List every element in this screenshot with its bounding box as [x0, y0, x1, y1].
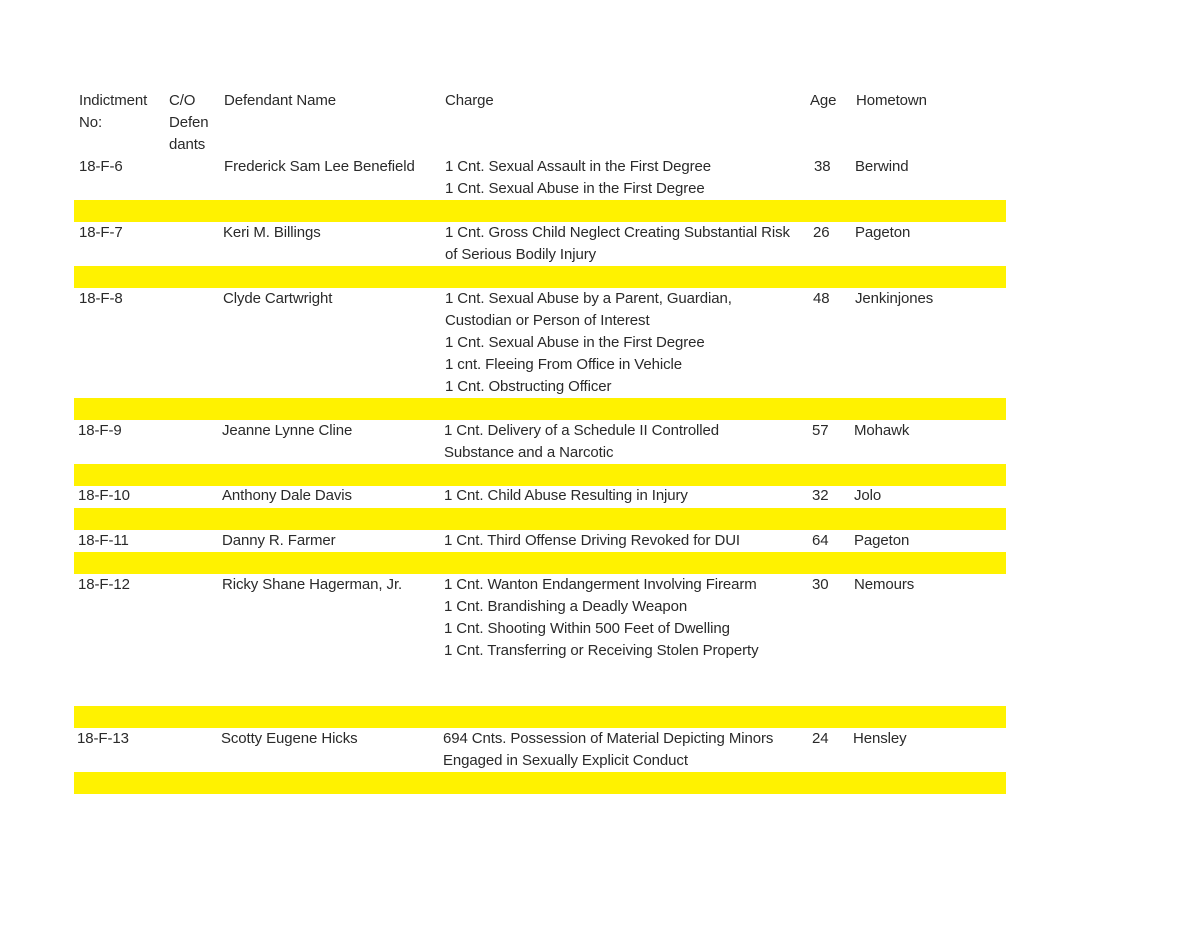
row-defendant-name: Clyde Cartwright — [223, 290, 333, 307]
charge-line: Substance and a Narcotic — [444, 444, 614, 461]
charge-line: 1 Cnt. Shooting Within 500 Feet of Dwelling — [444, 620, 730, 637]
header-co-defendants — [169, 90, 209, 156]
row-indictment: 18-F-11 — [78, 532, 129, 549]
row-age: 38 — [814, 158, 831, 175]
charge-line: 1 Cnt. Brandishing a Deadly Weapon — [444, 598, 688, 615]
header-charge: Charge — [445, 92, 494, 109]
row-charges — [444, 420, 719, 464]
row-hometown: Mohawk — [854, 422, 910, 439]
row-indictment: 18-F-6 — [79, 158, 123, 175]
row-charges — [444, 485, 688, 507]
row-age: 24 — [812, 730, 829, 747]
row-indictment: 18-F-12 — [78, 576, 130, 593]
row-separator-highlight — [74, 266, 1006, 288]
row-charges — [445, 288, 732, 398]
row-charges — [445, 156, 711, 200]
row-charges — [445, 222, 790, 266]
charge-line: 1 Cnt. Sexual Abuse in the First Degree — [445, 334, 705, 351]
row-age: 32 — [812, 487, 829, 504]
header-co-line1: C/O — [169, 92, 196, 109]
row-defendant-name: Jeanne Lynne Cline — [222, 422, 353, 439]
row-separator-highlight — [74, 508, 1006, 530]
row-indictment: 18-F-13 — [77, 730, 129, 747]
row-separator-highlight — [74, 772, 1006, 794]
charge-line: 1 Cnt. Third Offense Driving Revoked for DUI — [444, 532, 741, 549]
row-hometown: Nemours — [854, 576, 915, 593]
row-separator-highlight — [74, 464, 1006, 486]
row-defendant-name: Scotty Eugene Hicks — [221, 730, 358, 747]
row-defendant-name: Danny R. Farmer — [222, 532, 336, 549]
row-age: 30 — [812, 576, 829, 593]
row-hometown: Pageton — [854, 532, 910, 549]
row-defendant-name: Ricky Shane Hagerman, Jr. — [222, 576, 403, 593]
header-indictment-line1: Indictment — [79, 92, 148, 109]
charge-line: Engaged in Sexually Explicit Conduct — [443, 752, 688, 769]
charge-line: 694 Cnts. Possession of Material Depicting Minors — [443, 730, 774, 747]
row-age: 48 — [813, 290, 830, 307]
header-indictment-no — [79, 90, 147, 134]
charge-line: 1 cnt. Fleeing From Office in Vehicle — [445, 356, 682, 373]
row-defendant-name: Anthony Dale Davis — [222, 487, 352, 504]
row-separator-highlight — [74, 552, 1006, 574]
header-defendant-name: Defendant Name — [224, 92, 337, 109]
row-age: 57 — [812, 422, 829, 439]
header-indictment-line2: No: — [79, 114, 103, 131]
row-separator-highlight — [74, 398, 1006, 420]
charge-line: Custodian or Person of Interest — [445, 312, 650, 329]
row-charges — [444, 574, 759, 662]
charge-line: 1 Cnt. Obstructing Officer — [445, 378, 612, 395]
row-hometown: Berwind — [855, 158, 909, 175]
row-hometown: Pageton — [855, 224, 911, 241]
header-hometown: Hometown — [856, 92, 927, 109]
charge-line: 1 Cnt. Wanton Endangerment Involving Firearm — [444, 576, 757, 593]
charge-line: 1 Cnt. Sexual Abuse by a Parent, Guardian, — [445, 290, 732, 307]
row-indictment: 18-F-10 — [78, 487, 130, 504]
charge-line: 1 Cnt. Gross Child Neglect Creating Substantial Risk — [445, 224, 790, 241]
row-hometown: Hensley — [853, 730, 907, 747]
row-hometown: Jolo — [854, 487, 882, 504]
header-age: Age — [810, 92, 837, 109]
row-separator-highlight — [74, 706, 1006, 728]
charge-line: 1 Cnt. Sexual Abuse in the First Degree — [445, 180, 705, 197]
header-co-line2: Defen — [169, 114, 209, 131]
row-age: 26 — [813, 224, 830, 241]
row-defendant-name: Frederick Sam Lee Benefield — [224, 158, 415, 175]
row-separator-highlight — [74, 200, 1006, 222]
charge-line: 1 Cnt. Child Abuse Resulting in Injury — [444, 487, 688, 504]
row-charges — [444, 530, 740, 552]
row-charges — [443, 728, 773, 772]
row-indictment: 18-F-7 — [79, 224, 123, 241]
row-defendant-name: Keri M. Billings — [223, 224, 321, 241]
charge-line: 1 Cnt. Transferring or Receiving Stolen Property — [444, 642, 759, 659]
row-age: 64 — [812, 532, 829, 549]
row-hometown: Jenkinjones — [855, 290, 934, 307]
charge-line: of Serious Bodily Injury — [445, 246, 597, 263]
row-indictment: 18-F-8 — [79, 290, 123, 307]
header-co-line3: dants — [169, 136, 206, 153]
charge-line: 1 Cnt. Sexual Assault in the First Degree — [445, 158, 712, 175]
row-indictment: 18-F-9 — [78, 422, 122, 439]
charge-line: 1 Cnt. Delivery of a Schedule II Controlled — [444, 422, 720, 439]
